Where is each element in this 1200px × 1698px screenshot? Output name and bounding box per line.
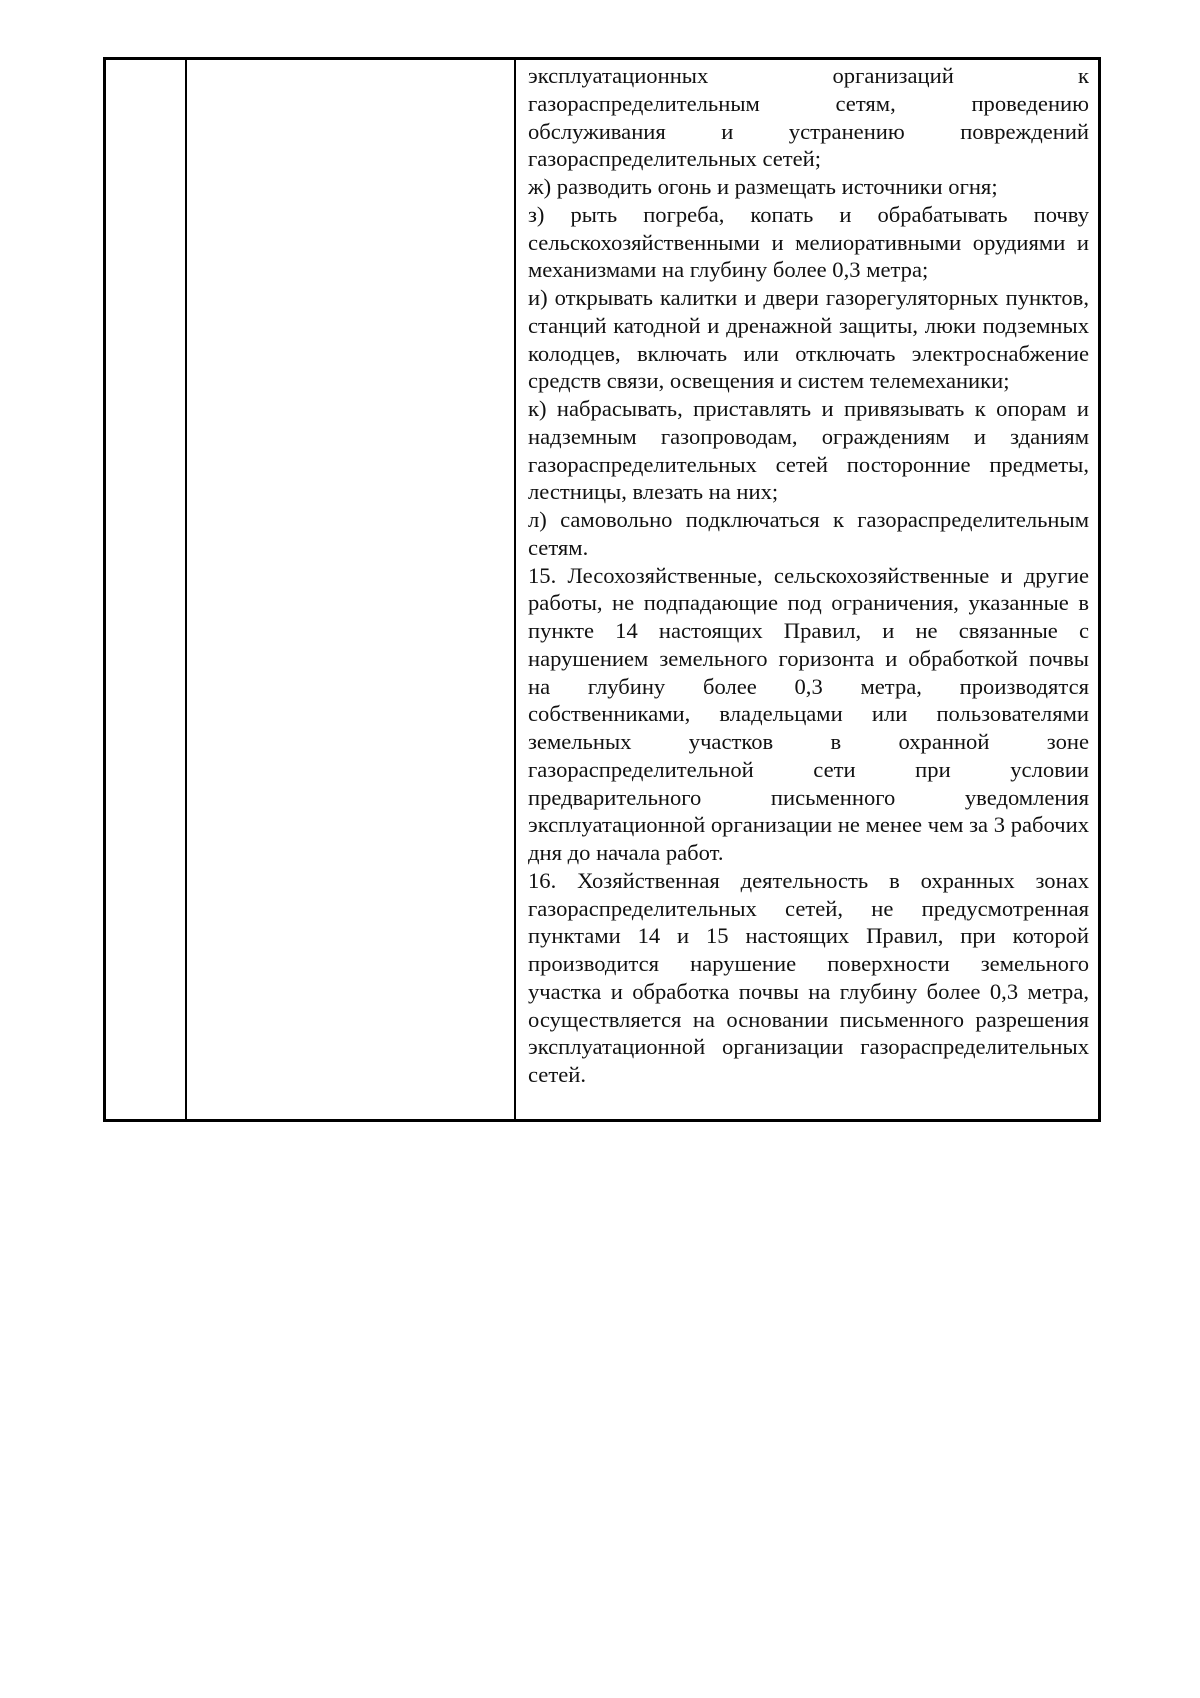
paragraph-item-i: и) открывать калитки и двери газорегуляторных пунктов, станций катодной и дренажной защиты, люки подземных колодцев, включать или отключать электроснабжение средств связи, освещения и систем телемеханики; [528, 285, 1089, 394]
paragraph-continuation: эксплуатационных организаций к газораспределительным сетям, проведению обслуживания и устранению повреждений газораспределительных сетей; [528, 63, 1089, 172]
paragraph-item-zh: ж) разводить огонь и размещать источники огня; [528, 174, 998, 199]
table-cell-number [106, 60, 187, 1119]
paragraph-item-z: з) рыть погреба, копать и обрабатывать почву сельскохозяйственными и мелиоративными орудиями и механизмами на глубину более 0,3 метра; [528, 201, 1089, 283]
paragraph-clause-15: 15. Лесохозяйственные, сельскохозяйственные и другие работы, не подпадающие под ограничения, указанные в пункте 14 настоящих Правил, и не связанные с нарушением земельного горизонта и обработкой почвы на глубину более 0,3 метра, производятся собственниками, владельцами или пользователями земельных участков в охранной зоне газораспределительной сети при условии предварительного письменного уведомления эксплуатационной организации не менее чем за 3 рабочих дня до начала работ. [528, 562, 1089, 865]
table-cell-text [516, 60, 1098, 1119]
paragraph-clause-16: 16. Хозяйственная деятельность в охранных зонах газораспределительных сетей, не предусмотренная пунктами 14 и 15 настоящих Правил, при которой производится нарушение поверхности земельного участка и обработка почвы на глубину более 0,3 метра, осуществляется на основании письменного разрешения эксплуатационной организации газораспределительных сетей. [528, 867, 1089, 1087]
paragraph-item-k: к) набрасывать, приставлять и привязывать к опорам и надземным газопроводам, ограждениям и зданиям газораспределительных сетей посторонние предметы, лестницы, влезать на них; [528, 396, 1089, 505]
table-cell-empty [187, 60, 516, 1119]
regulations-table [103, 57, 1101, 1122]
paragraph-item-l: л) самовольно подключаться к газораспределительным сетям. [528, 507, 1089, 560]
